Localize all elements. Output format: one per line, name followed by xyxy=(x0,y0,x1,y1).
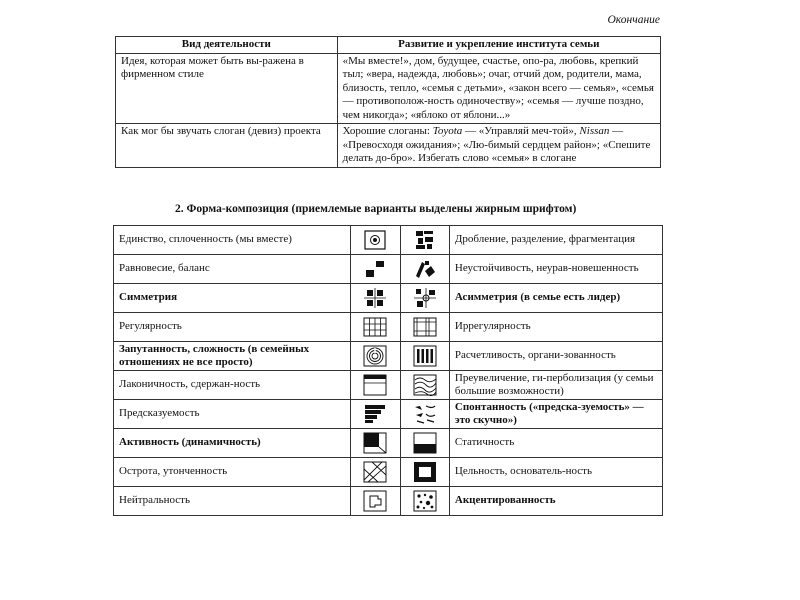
right-label: Асимметрия (в семье есть лидер) xyxy=(449,284,662,313)
section-title: 2. Форма-композиция (приемлемые варианты выделены жирным шрифтом) xyxy=(175,203,577,215)
vertical-bars-icon xyxy=(412,345,438,367)
neutral-outline-icon xyxy=(362,490,388,512)
sharp-lines-icon xyxy=(362,461,388,483)
right-label: Иррегулярность xyxy=(449,313,662,342)
asymmetric-squares-icon xyxy=(412,287,438,309)
table-row xyxy=(114,342,663,371)
stepped-bars-icon xyxy=(362,403,388,425)
left-label: Нейтральность xyxy=(114,487,351,516)
right-label: Статичность xyxy=(449,429,662,458)
column-header-activity: Вид деятельности xyxy=(116,37,338,54)
table-row xyxy=(114,487,663,516)
solid-frame-icon xyxy=(412,461,438,483)
content-cell: «Мы вместе!», дом, будущее, счастье, опо-ра, любовь, крепкий тыл; «вера, надежда, любовь»; очаг, отчий дом, родители, мама, близость, тепло, «семья с детьми», «закон всего — семья», «семья — противополож-ность одиночеству»; «семья — лучше поздно, чем никогда»; «яблоко от яблони...» xyxy=(337,53,660,124)
table-row xyxy=(114,255,663,284)
irregular-grid-icon xyxy=(412,316,438,338)
table-row xyxy=(114,371,663,400)
table-row xyxy=(114,429,663,458)
slogan-text-mid1: — «Управляй меч-той», xyxy=(462,125,580,137)
activity-table xyxy=(115,36,661,168)
right-label: Преувеличение, ги-перболизация (у семьи большие возможности) xyxy=(449,371,662,400)
left-label: Предсказуемость xyxy=(114,400,351,429)
table-row xyxy=(114,226,663,255)
right-label: Спонтанность («предска-зуемость» — это скучно») xyxy=(449,400,662,429)
right-label: Расчетливость, органи-зованность xyxy=(449,342,662,371)
left-label: Симметрия xyxy=(114,284,351,313)
laconic-bars-icon xyxy=(362,374,388,396)
scattered-strokes-icon xyxy=(412,403,438,425)
content-cell xyxy=(337,124,660,168)
table-row xyxy=(116,124,661,168)
left-label: Единство, сплоченность (мы вместе) xyxy=(114,226,351,255)
table-row xyxy=(114,400,663,429)
table-row xyxy=(114,313,663,342)
regular-grid-icon xyxy=(362,316,388,338)
composition-table xyxy=(113,225,663,516)
right-label: Акцентированность xyxy=(449,487,662,516)
activity-table-header xyxy=(116,37,661,54)
symmetric-squares-icon xyxy=(362,287,388,309)
fragment-blocks-icon xyxy=(412,229,438,251)
concentric-square-icon xyxy=(362,229,388,251)
wavy-lines-icon xyxy=(412,374,438,396)
left-label: Острота, утонченность xyxy=(114,458,351,487)
activity-cell: Идея, которая может быть вы-ражена в фирменном стиле xyxy=(116,53,338,124)
left-label: Равновесие, баланс xyxy=(114,255,351,284)
right-label: Неустойчивость, неурав-новешенность xyxy=(449,255,662,284)
activity-cell: Как мог бы звучать слоган (девиз) проекта xyxy=(116,124,338,168)
left-label: Запутанность, сложность (в семейных отношениях не все просто) xyxy=(114,342,351,371)
brand-toyota: Toyota xyxy=(432,125,463,137)
dynamic-block-icon xyxy=(362,432,388,454)
slogan-text-mid2: — «Превосходя ожидания»; «Лю-бимый сердцем район»; «Спешите делать до-бро». Избегать слово «семья» в слогане xyxy=(342,125,651,164)
table-row xyxy=(116,53,661,124)
column-header-development: Развитие и укрепление института семьи xyxy=(337,37,660,54)
table-row xyxy=(114,458,663,487)
static-block-icon xyxy=(412,432,438,454)
left-label: Регулярность xyxy=(114,313,351,342)
table-row xyxy=(114,284,663,313)
slogan-text-pre: Хорошие слоганы: xyxy=(342,125,433,137)
balance-squares-icon xyxy=(362,258,388,280)
tilted-shapes-icon xyxy=(412,258,438,280)
dotted-accent-icon xyxy=(412,490,438,512)
brand-nissan: Nissan xyxy=(579,125,610,137)
maze-icon xyxy=(362,345,388,367)
left-label: Лаконичность, сдержан-ность xyxy=(114,371,351,400)
left-label: Активность (динамичность) xyxy=(114,429,351,458)
right-label: Цельность, основатель-ность xyxy=(449,458,662,487)
right-label: Дробление, разделение, фрагментация xyxy=(449,226,662,255)
continuation-label: Окончание xyxy=(607,14,660,26)
